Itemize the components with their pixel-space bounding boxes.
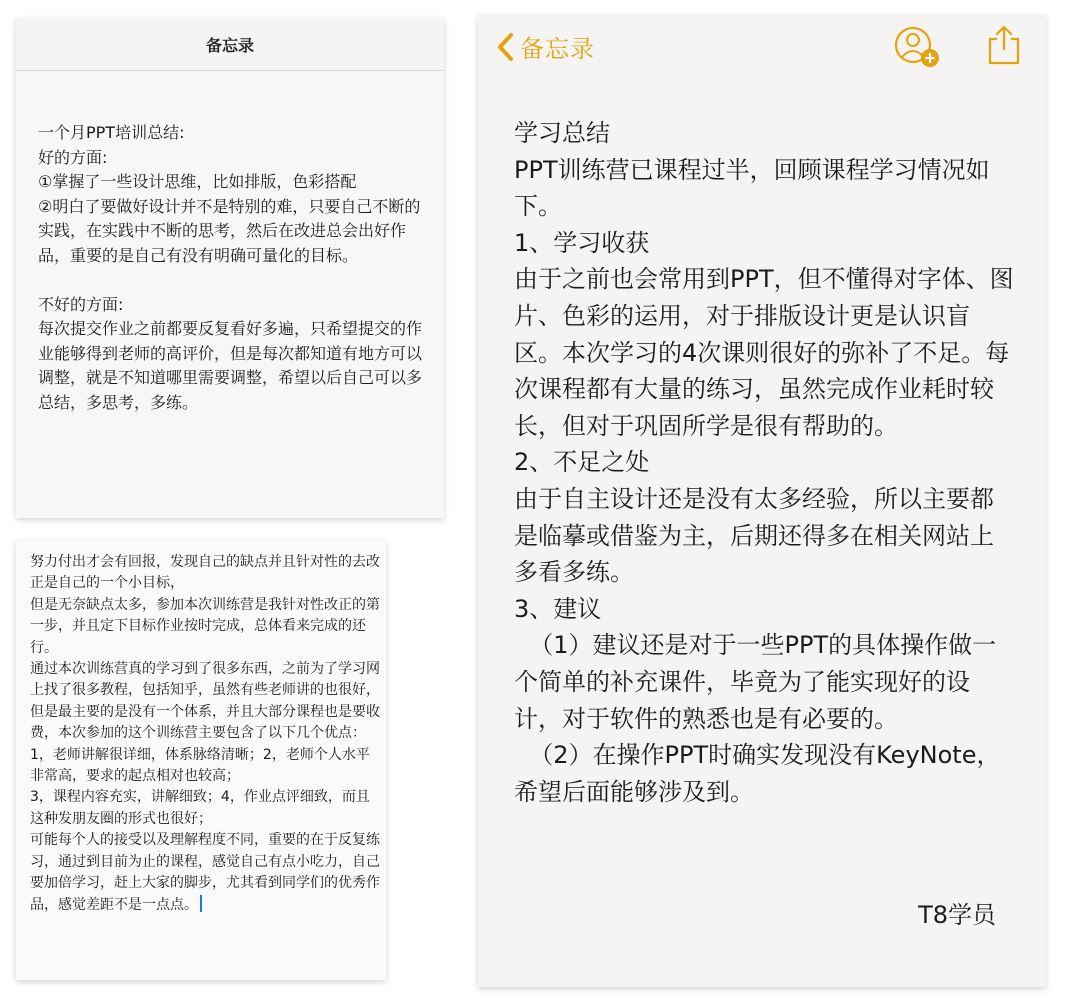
chevron-left-icon (494, 31, 518, 63)
nav-title: 备忘录 (205, 35, 254, 55)
signature: T8学员 (918, 901, 996, 929)
note-card-training-reflection (16, 540, 386, 980)
back-label: 备忘录 (520, 35, 595, 63)
note-body[interactable]: 一个月PPT培训总结: 好的方面: ①掌握了一些设计思维，比如排版，色彩搭配 ②明白了要做好设计并不是特别的难，只要自己不断的实践，在实践中不断的思考，然后在改进总会出好作品，重要的是自己有没有明确可量化的目标。 不好的方面: 每次提交作业之前都要反复看好多遍，只希望提交的作业能够得到老师的高评价，但是每次都知道有地方可以调整，就是不知道哪里需要调整，希望以后自己可以多总结，多思考，多练。 (38, 123, 423, 412)
note-card-monthly-summary (16, 18, 444, 518)
back-button[interactable] (494, 29, 595, 64)
note-card-learning-summary (478, 15, 1046, 987)
note-body[interactable]: 学习总结 PPT训练营已课程过半，回顾课程学习情况如下。 1、学习收获 由于之前也会常用到PPT，但不懂得对字体、图片、色彩的运用，对于排版设计更是认识盲区。本次学习的4次课则很好的弥补了不足。每次课程都有大量的练习，虽然完成作业耗时较长，但对于巩固所学是很有帮助的。 2、不足之处 由于自主设计还是没有太多经验，所以主要都是临摹或借鉴为主，后期还得多在相关网站上多看多练。 3、建议 （1）建议还是对于一些PPT的具体操作做一个简单的补充课件，毕竟为了能实现好的设计，对于软件的熟悉也是有必要的。 （2）在操作PPT时确实发现没有KeyNote，希望后面能够涉及到。 (514, 119, 1014, 806)
note-body[interactable] (16, 540, 380, 916)
note-text: 努力付出才会有回报，发现自己的缺点并且针对性的去改正是自己的一个小目标， 但是无奈缺点太多，参加本次训练营是我针对性改正的第一步，并且定下目标作业按时完成，总体看来完成的还行。 通过本次训练营真的学习到了很多东西，之前为了学习网上找了很多教程，包括知乎，虽然有些老师讲的也很好，但是最主要的是没有一个体系，并且大部分课程也是要收费，本次参加的这个训练营主要包含了以下几个优点： 1，老师讲解很详细，体系脉络清晰；2，老师个人水平非常高，要求的起点相对也较高； 3，课程内容充实，讲解细致；4，作业点评细致，而且这种发朋友圈的形式也很好； 可能每个人的接受以及理解程度不同，重要的在于反复练习，通过到目前为止的课程，感觉自己有点小吃力，自己要加倍学习，赶上大家的脚步，尤其看到同学们的优秀作品，感觉差距不是一点点。 (30, 554, 380, 913)
nav-bar (478, 15, 1046, 79)
nav-bar (16, 18, 444, 71)
share-icon[interactable] (986, 23, 1022, 67)
add-person-icon[interactable] (892, 25, 944, 69)
text-cursor (200, 895, 202, 912)
